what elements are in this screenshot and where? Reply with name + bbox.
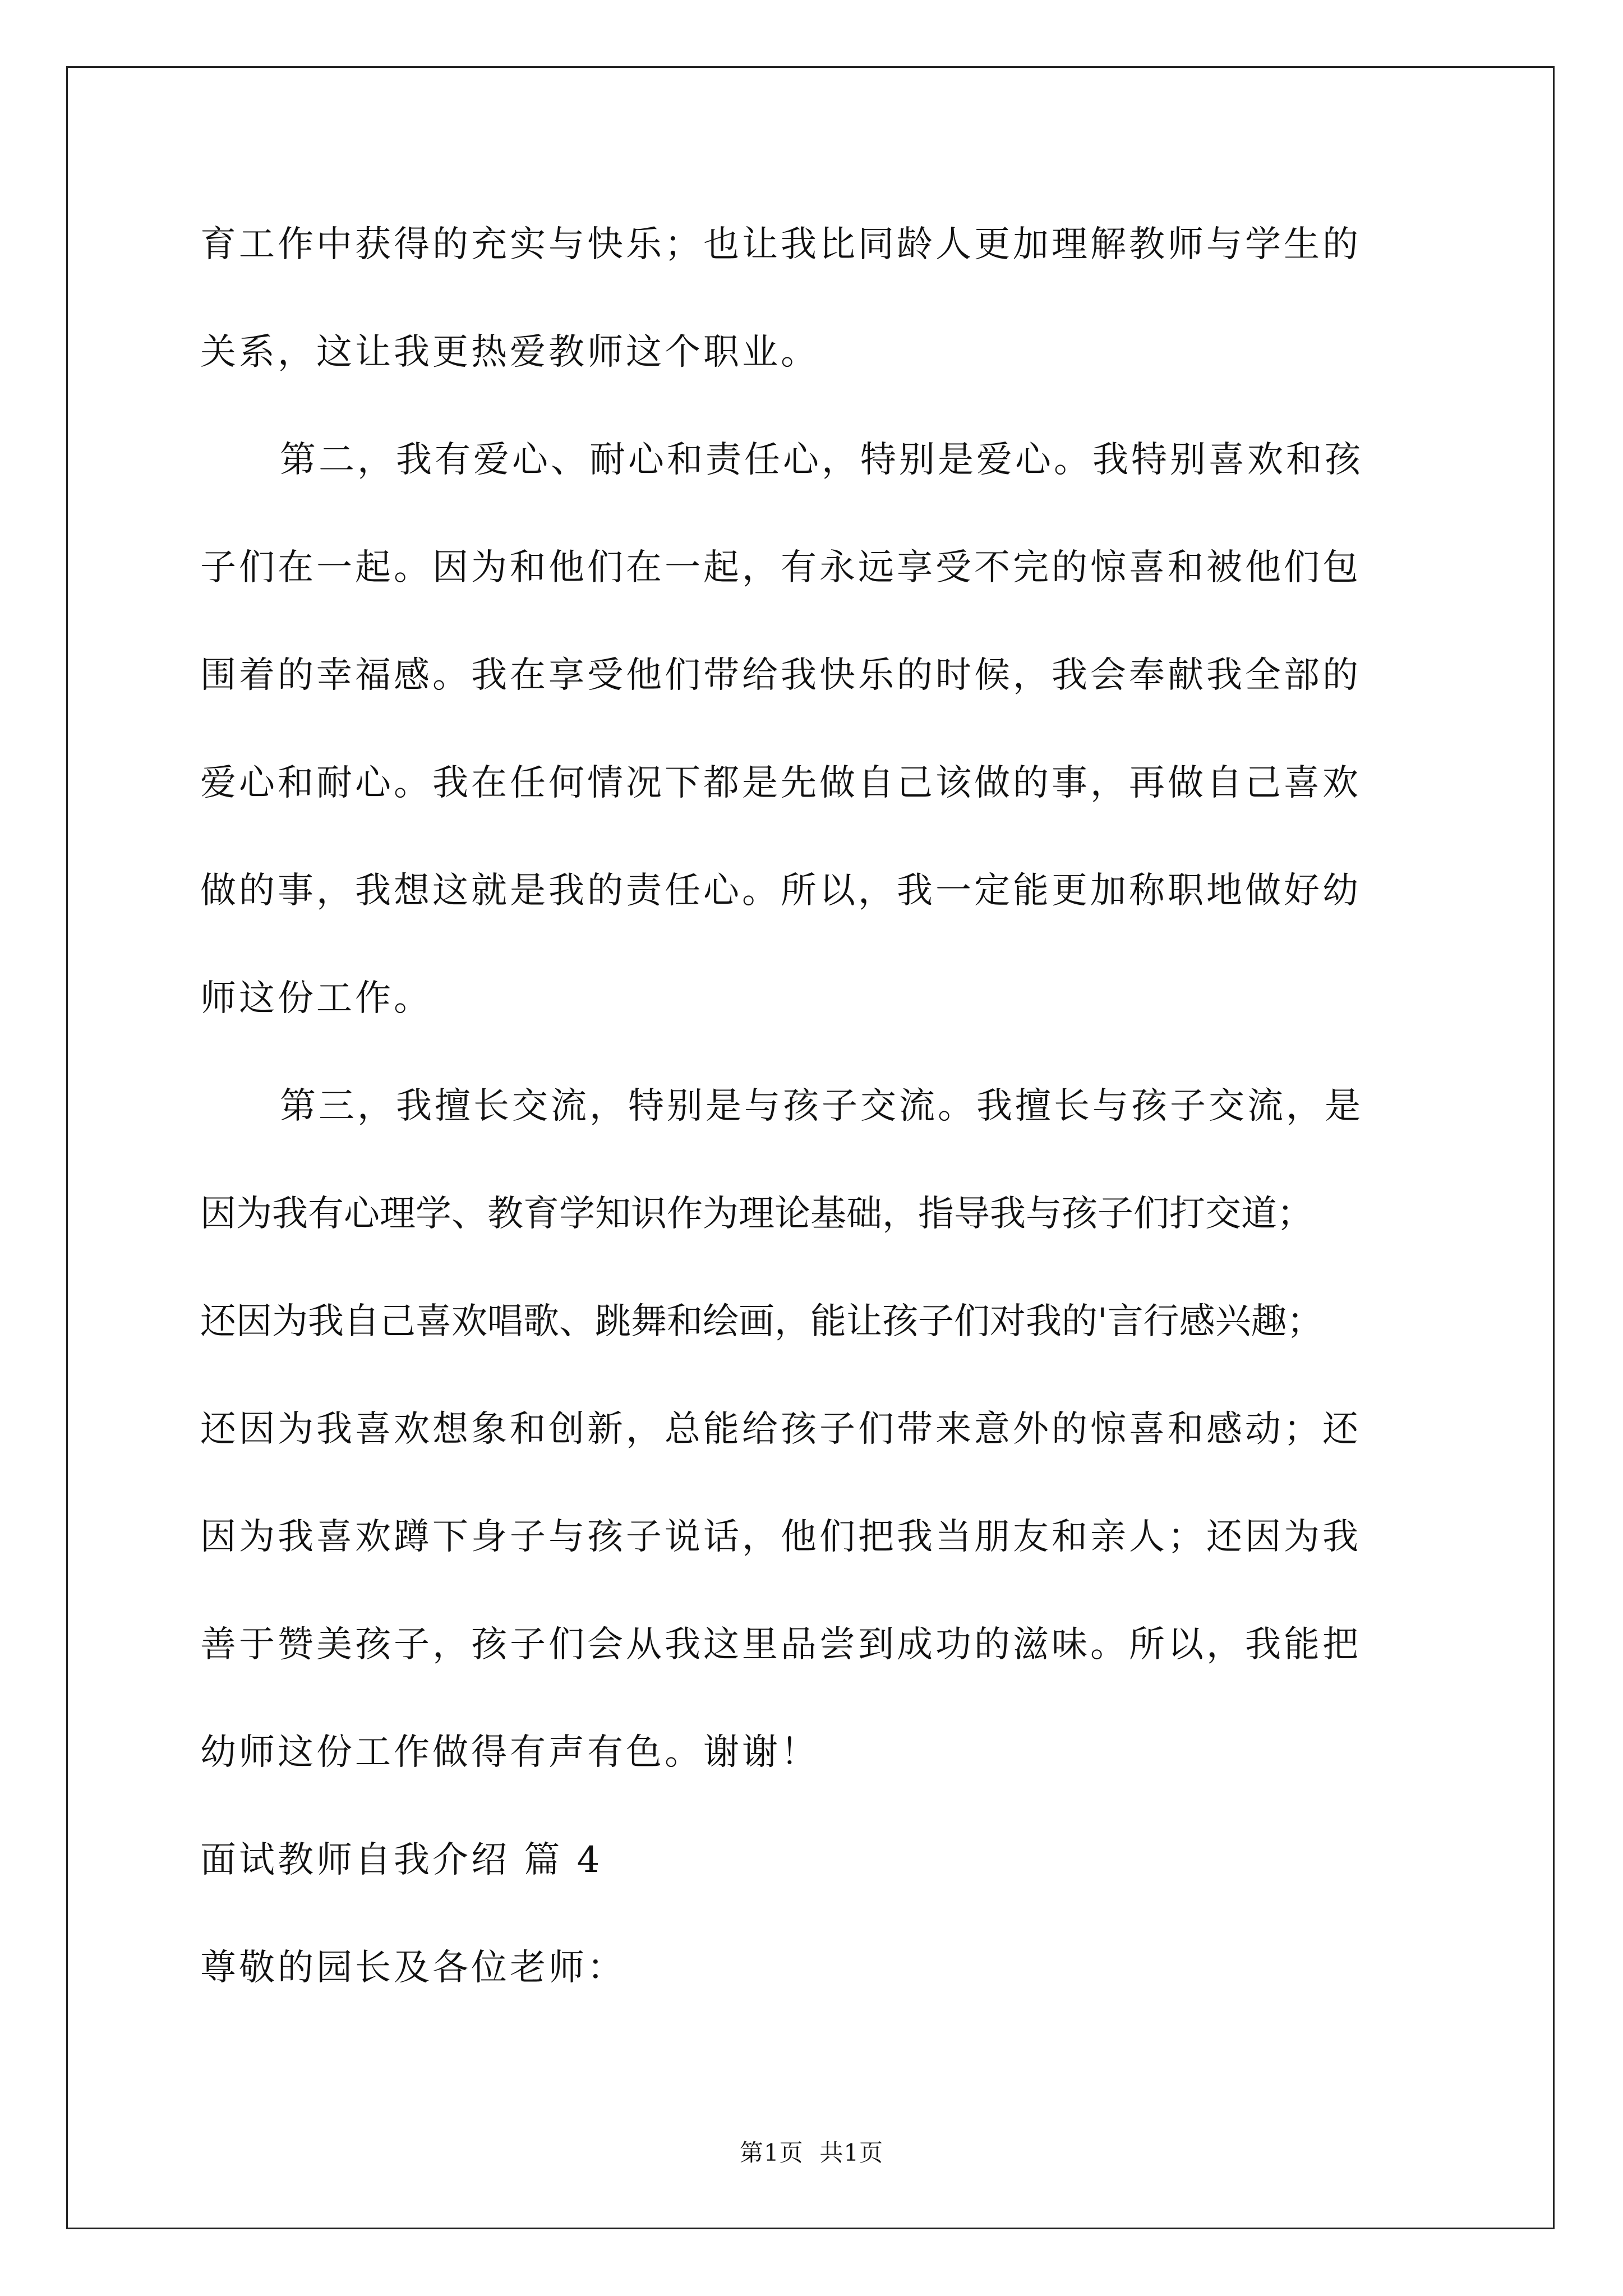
section-heading: 面试教师自我介绍 篇 4 bbox=[200, 1839, 603, 1881]
text-line: 因为我喜欢蹲下身子与孩子说话，他们把我当朋友和亲人；还因为我 bbox=[200, 1516, 1361, 1558]
text-line: 还因为我喜欢想象和创新，总能给孩子们带来意外的惊喜和感动；还 bbox=[200, 1409, 1361, 1450]
text-line: 围着的幸福感。我在享受他们带给我快乐的时候，我会奉献我全部的 bbox=[200, 655, 1361, 696]
page-footer: 第1页 共1页 bbox=[739, 2139, 884, 2166]
text-line: 善于赞美孩子，孩子们会从我这里品尝到成功的滋味。所以，我能把 bbox=[200, 1624, 1361, 1665]
text-line: 师这份工作。 bbox=[200, 978, 432, 1019]
text-line: 爱心和耐心。我在任何情况下都是先做自己该做的事，再做自己喜欢 bbox=[200, 762, 1361, 804]
text-line: 育工作中获得的充实与快乐；也让我比同龄人更加理解教师与学生的 bbox=[200, 224, 1361, 265]
text-line: 关系，这让我更热爱教师这个职业。 bbox=[200, 332, 819, 373]
text-line: 子们在一起。因为和他们在一起，有永远享受不完的惊喜和被他们包 bbox=[200, 547, 1361, 588]
text-line: 幼师这份工作做得有声有色。谢谢！ bbox=[200, 1732, 819, 1773]
text-line: 因为我有心理学、教育学知识作为理论基础，指导我与孩子们打交道； bbox=[200, 1193, 1313, 1235]
salutation-line: 尊敬的园长及各位老师： bbox=[200, 1947, 626, 1989]
text-line: 做的事，我想这就是我的责任心。所以，我一定能更加称职地做好幼 bbox=[200, 870, 1361, 912]
document-body bbox=[200, 191, 1440, 2022]
paragraph-start-line: 第二，我有爱心、耐心和责任心，特别是爱心。我特别喜欢和孩 bbox=[280, 439, 1363, 481]
paragraph-start-line: 第三，我擅长交流，特别是与孩子交流。我擅长与孩子交流，是 bbox=[280, 1085, 1363, 1127]
text-line: 还因为我自己喜欢唱歌、跳舞和绘画，能让孩子们对我的'言行感兴趣； bbox=[200, 1301, 1323, 1342]
